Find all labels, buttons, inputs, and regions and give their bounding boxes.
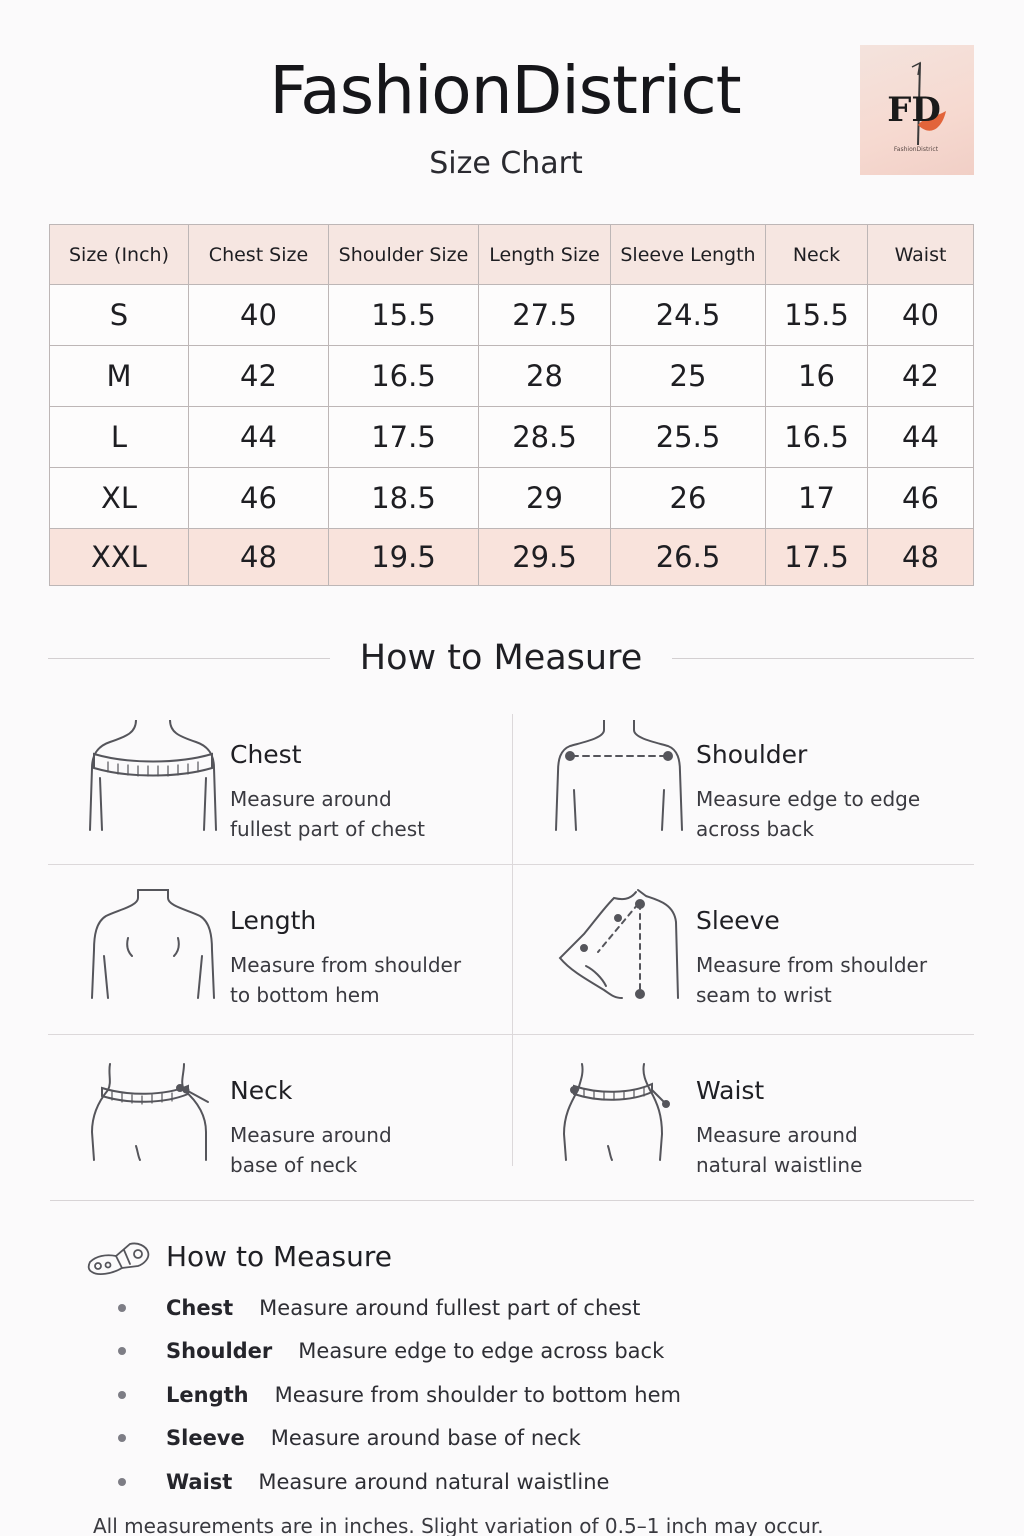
size-chart-table: [49, 224, 974, 586]
table-cell: 16: [766, 346, 868, 407]
tip-term: Length: [166, 1382, 249, 1407]
table-cell: 15.5: [766, 285, 868, 346]
guide-title: Chest: [230, 740, 302, 769]
svg-text:FD: FD: [887, 90, 941, 130]
column-header: Sleeve Length: [611, 225, 766, 285]
shoulder-figure-icon: [554, 720, 684, 840]
table-cell: 25: [611, 346, 766, 407]
guide-description-line: Measure edge to edge: [696, 787, 921, 811]
length-figure-icon: [88, 886, 218, 1006]
tip-term: Chest: [166, 1295, 234, 1320]
section-title: How to Measure: [359, 638, 643, 678]
table-cell: 18.5: [329, 468, 479, 529]
guide-description-line: Measure from shoulder: [230, 953, 462, 977]
guide-description-line: to bottom hem: [230, 983, 380, 1007]
table-cell: 29.5: [479, 529, 611, 586]
guide-description-line: seam to wrist: [696, 983, 832, 1007]
table-cell: XXL: [50, 529, 189, 586]
column-header: Shoulder Size: [329, 225, 479, 285]
bullet-icon: [118, 1347, 126, 1355]
guide-description-line: across back: [696, 817, 814, 841]
page-subtitle: Size Chart: [429, 146, 583, 181]
guide-description: [696, 1120, 966, 1180]
guide-card-chest: [48, 712, 508, 872]
sleeve-figure-icon: [554, 886, 684, 1006]
table-cell: 44: [189, 407, 329, 468]
guide-description-line: base of neck: [230, 1153, 358, 1177]
table-cell: 42: [189, 346, 329, 407]
guide-description-line: fullest part of chest: [230, 817, 425, 841]
guide-description-line: Measure from shoulder: [696, 953, 928, 977]
guide-description-line: natural waistline: [696, 1153, 863, 1177]
table-cell: 19.5: [329, 529, 479, 586]
tip-text: Measure edge to edge across back: [298, 1339, 665, 1364]
neck-figure-icon: [88, 1056, 218, 1176]
table-cell: 16.5: [329, 346, 479, 407]
table-header-row: [50, 225, 974, 285]
measure-guide-grid: [48, 700, 974, 1177]
table-row: [50, 468, 974, 529]
guide-title: Length: [230, 906, 317, 935]
guide-card-sleeve: [514, 878, 974, 1038]
table-cell: 48: [189, 529, 329, 586]
guide-description: [696, 784, 966, 844]
guide-card-shoulder: [514, 712, 974, 872]
tip-text: Measure around fullest part of chest: [259, 1295, 641, 1320]
bullet-icon: [118, 1304, 126, 1312]
guide-description: [230, 1120, 500, 1180]
guide-title: Waist: [696, 1076, 765, 1105]
table-cell: 40: [868, 285, 974, 346]
guide-title: Shoulder: [696, 740, 808, 769]
table-cell: S: [50, 285, 189, 346]
guide-description: [696, 950, 966, 1010]
table-cell: 29: [479, 468, 611, 529]
table-cell: 40: [189, 285, 329, 346]
measuring-tape-icon: [86, 1238, 152, 1278]
tip-text: Measure around base of neck: [270, 1426, 581, 1451]
section-divider: [50, 1200, 974, 1201]
svg-text:FashionDistrict: FashionDistrict: [893, 146, 939, 153]
table-cell: XL: [50, 468, 189, 529]
bullet-icon: [118, 1478, 126, 1486]
guide-description-line: Measure around: [230, 787, 392, 811]
table-cell: 28.5: [479, 407, 611, 468]
guide-title: Sleeve: [696, 906, 780, 935]
list-item: [118, 1330, 681, 1374]
list-item: [118, 1286, 681, 1330]
list-item: [118, 1373, 681, 1417]
column-header: Size (Inch): [50, 225, 189, 285]
table-cell: 26: [611, 468, 766, 529]
how-to-measure-heading: [48, 634, 974, 682]
brand-title: FashionDistrict: [269, 52, 741, 129]
list-item: [118, 1460, 681, 1504]
table-cell: 15.5: [329, 285, 479, 346]
tip-term: Sleeve: [166, 1426, 245, 1451]
column-header: Length Size: [479, 225, 611, 285]
table-row: [50, 285, 974, 346]
table-cell: 17: [766, 468, 868, 529]
brand-logo: [860, 45, 974, 175]
tips-heading: How to Measure: [166, 1240, 392, 1273]
grid-divider-vertical: [512, 714, 513, 1166]
table-cell: 24.5: [611, 285, 766, 346]
table-cell: 17.5: [766, 529, 868, 586]
table-cell: 46: [868, 468, 974, 529]
table-row-highlighted: [50, 529, 974, 586]
chest-figure-icon: [88, 720, 218, 840]
tip-text: Measure around natural waistline: [258, 1469, 610, 1494]
column-header: Chest Size: [189, 225, 329, 285]
table-cell: 44: [868, 407, 974, 468]
table-cell: 25.5: [611, 407, 766, 468]
table-cell: 17.5: [329, 407, 479, 468]
guide-title: Neck: [230, 1076, 293, 1105]
table-row: [50, 407, 974, 468]
table-cell: 27.5: [479, 285, 611, 346]
table-cell: 46: [189, 468, 329, 529]
table-row: [50, 346, 974, 407]
bullet-icon: [118, 1391, 126, 1399]
table-cell: 28: [479, 346, 611, 407]
tip-text: Measure from shoulder to bottom hem: [274, 1382, 681, 1407]
guide-description: [230, 950, 500, 1010]
guide-description-line: Measure around: [230, 1123, 392, 1147]
list-item: [118, 1417, 681, 1461]
guide-card-length: [48, 878, 508, 1038]
table-cell: L: [50, 407, 189, 468]
column-header: Waist: [868, 225, 974, 285]
waist-figure-icon: [554, 1056, 684, 1176]
table-cell: 26.5: [611, 529, 766, 586]
guide-card-neck: [48, 1048, 508, 1208]
tip-term: Shoulder: [166, 1339, 273, 1364]
guide-card-waist: [514, 1048, 974, 1208]
bullet-icon: [118, 1434, 126, 1442]
table-cell: M: [50, 346, 189, 407]
tip-term: Waist: [166, 1469, 233, 1494]
table-cell: 48: [868, 529, 974, 586]
column-header: Neck: [766, 225, 868, 285]
table-cell: 16.5: [766, 407, 868, 468]
footnote: All measurements are in inches. Slight variation of 0.5–1 inch may occur.: [93, 1514, 824, 1536]
guide-description: [230, 784, 500, 844]
table-cell: 42: [868, 346, 974, 407]
measure-tips-list: [118, 1286, 681, 1504]
guide-description-line: Measure around: [696, 1123, 858, 1147]
